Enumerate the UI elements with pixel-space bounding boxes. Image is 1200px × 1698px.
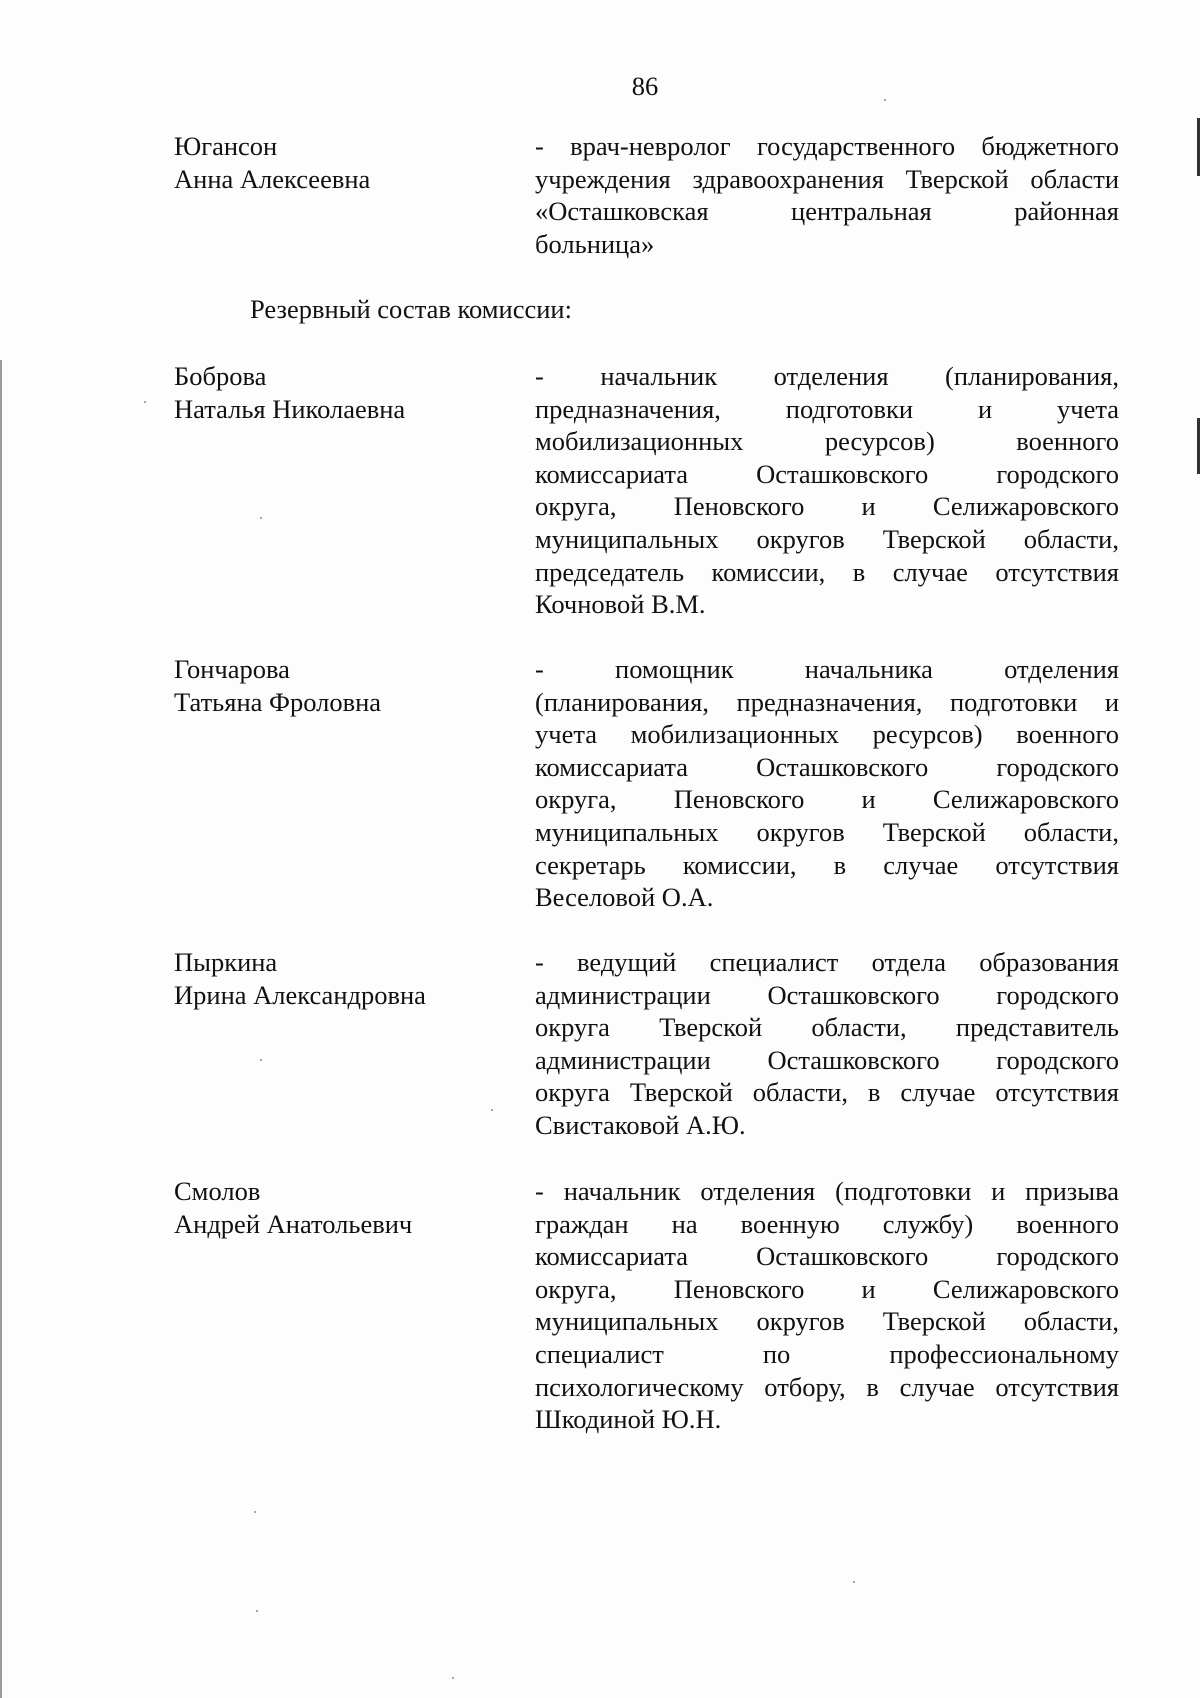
position-line: учета мобилизационных ресурсов) военного — [535, 719, 1119, 750]
member-given-names: Татьяна Фроловна — [174, 687, 382, 717]
scan-speck — [853, 1581, 855, 1583]
scan-speck — [144, 401, 146, 403]
position-line: - ведущий специалист отдела образования — [535, 947, 1119, 977]
position-line: предназначения, подготовки и учета — [535, 393, 1119, 424]
position-line: - начальник отделения (подготовки и призыва — [535, 1176, 1119, 1206]
member-position — [535, 1175, 1119, 1436]
position-line: администрации Осташковского городского — [535, 979, 1119, 1010]
position-line: округа Тверской области, в случае отсутствия — [535, 1077, 1119, 1108]
member-name — [174, 130, 504, 196]
position-line: муниципальных округов Тверской области, — [535, 1306, 1119, 1337]
position-line: «Осташковская центральная районная — [535, 196, 1119, 227]
member-given-names: Анна Алексеевна — [174, 164, 371, 194]
member-given-names: Ирина Александровна — [174, 980, 426, 1010]
scan-speck — [256, 1610, 258, 1612]
member-position — [535, 946, 1119, 1142]
member-name — [174, 1175, 504, 1241]
position-line: Свистаковой А.Ю. — [535, 1109, 746, 1140]
member-name — [174, 653, 504, 719]
member-surname: Пыркина — [174, 947, 278, 977]
member-surname: Смолов — [174, 1176, 261, 1206]
position-line: мобилизационных ресурсов) военного — [535, 426, 1119, 457]
position-line: округа, Пеновского и Селижаровского — [535, 1273, 1119, 1304]
position-line: Веселовой О.А. — [535, 882, 714, 913]
position-line: специалист по профессиональному — [535, 1338, 1119, 1369]
position-line: округа, Пеновского и Селижаровского — [535, 784, 1119, 815]
member-surname: Боброва — [174, 361, 267, 391]
position-line: граждан на военную службу) военного — [535, 1208, 1119, 1239]
position-line: Шкодиной Ю.Н. — [535, 1404, 722, 1435]
member-position — [535, 130, 1119, 260]
position-line: психологическому отбору, в случае отсутствия — [535, 1371, 1119, 1402]
page-number: 86 — [631, 71, 659, 101]
position-line: округа Тверской области, представитель — [535, 1012, 1119, 1043]
scan-speck — [452, 1677, 454, 1679]
member-position — [535, 653, 1119, 914]
position-line: комиссариата Осташковского городского — [535, 458, 1119, 489]
position-line: (планирования, предназначения, подготовки и — [535, 686, 1119, 717]
member-given-names: Андрей Анатольевич — [174, 1209, 413, 1239]
position-line: Кочновой В.М. — [535, 589, 706, 620]
position-line: председатель комиссии, в случае отсутствия — [535, 556, 1119, 587]
member-name — [174, 360, 504, 426]
member-given-names: Наталья Николаевна — [174, 394, 406, 424]
position-line: комиссариата Осташковского городского — [535, 751, 1119, 782]
position-line: - помощник начальника отделения — [535, 654, 1119, 684]
member-position — [535, 360, 1119, 621]
position-line: секретарь комиссии, в случае отсутствия — [535, 849, 1119, 880]
scan-speck — [260, 1059, 262, 1061]
position-line: - начальник отделения (планирования, — [535, 361, 1119, 391]
member-name — [174, 946, 504, 1012]
scan-speck — [260, 517, 262, 519]
position-line: больница» — [535, 228, 655, 259]
position-line: муниципальных округов Тверской области, — [535, 523, 1119, 554]
scan-edge-mark — [0, 360, 2, 1698]
member-surname: Гончарова — [174, 654, 290, 684]
member-surname: Югансон — [174, 131, 278, 161]
scan-speck — [254, 1511, 256, 1513]
reserve-section-heading: Резервный состав комиссии: — [250, 294, 572, 324]
position-line: учреждения здравоохранения Тверской области — [535, 163, 1119, 194]
position-line: комиссариата Осташковского городского — [535, 1241, 1119, 1272]
position-line: муниципальных округов Тверской области, — [535, 816, 1119, 847]
position-line: - врач-невролог государственного бюджетного — [535, 131, 1119, 161]
scan-speck — [491, 1109, 493, 1111]
position-line: округа, Пеновского и Селижаровского — [535, 491, 1119, 522]
position-line: администрации Осташковского городского — [535, 1044, 1119, 1075]
